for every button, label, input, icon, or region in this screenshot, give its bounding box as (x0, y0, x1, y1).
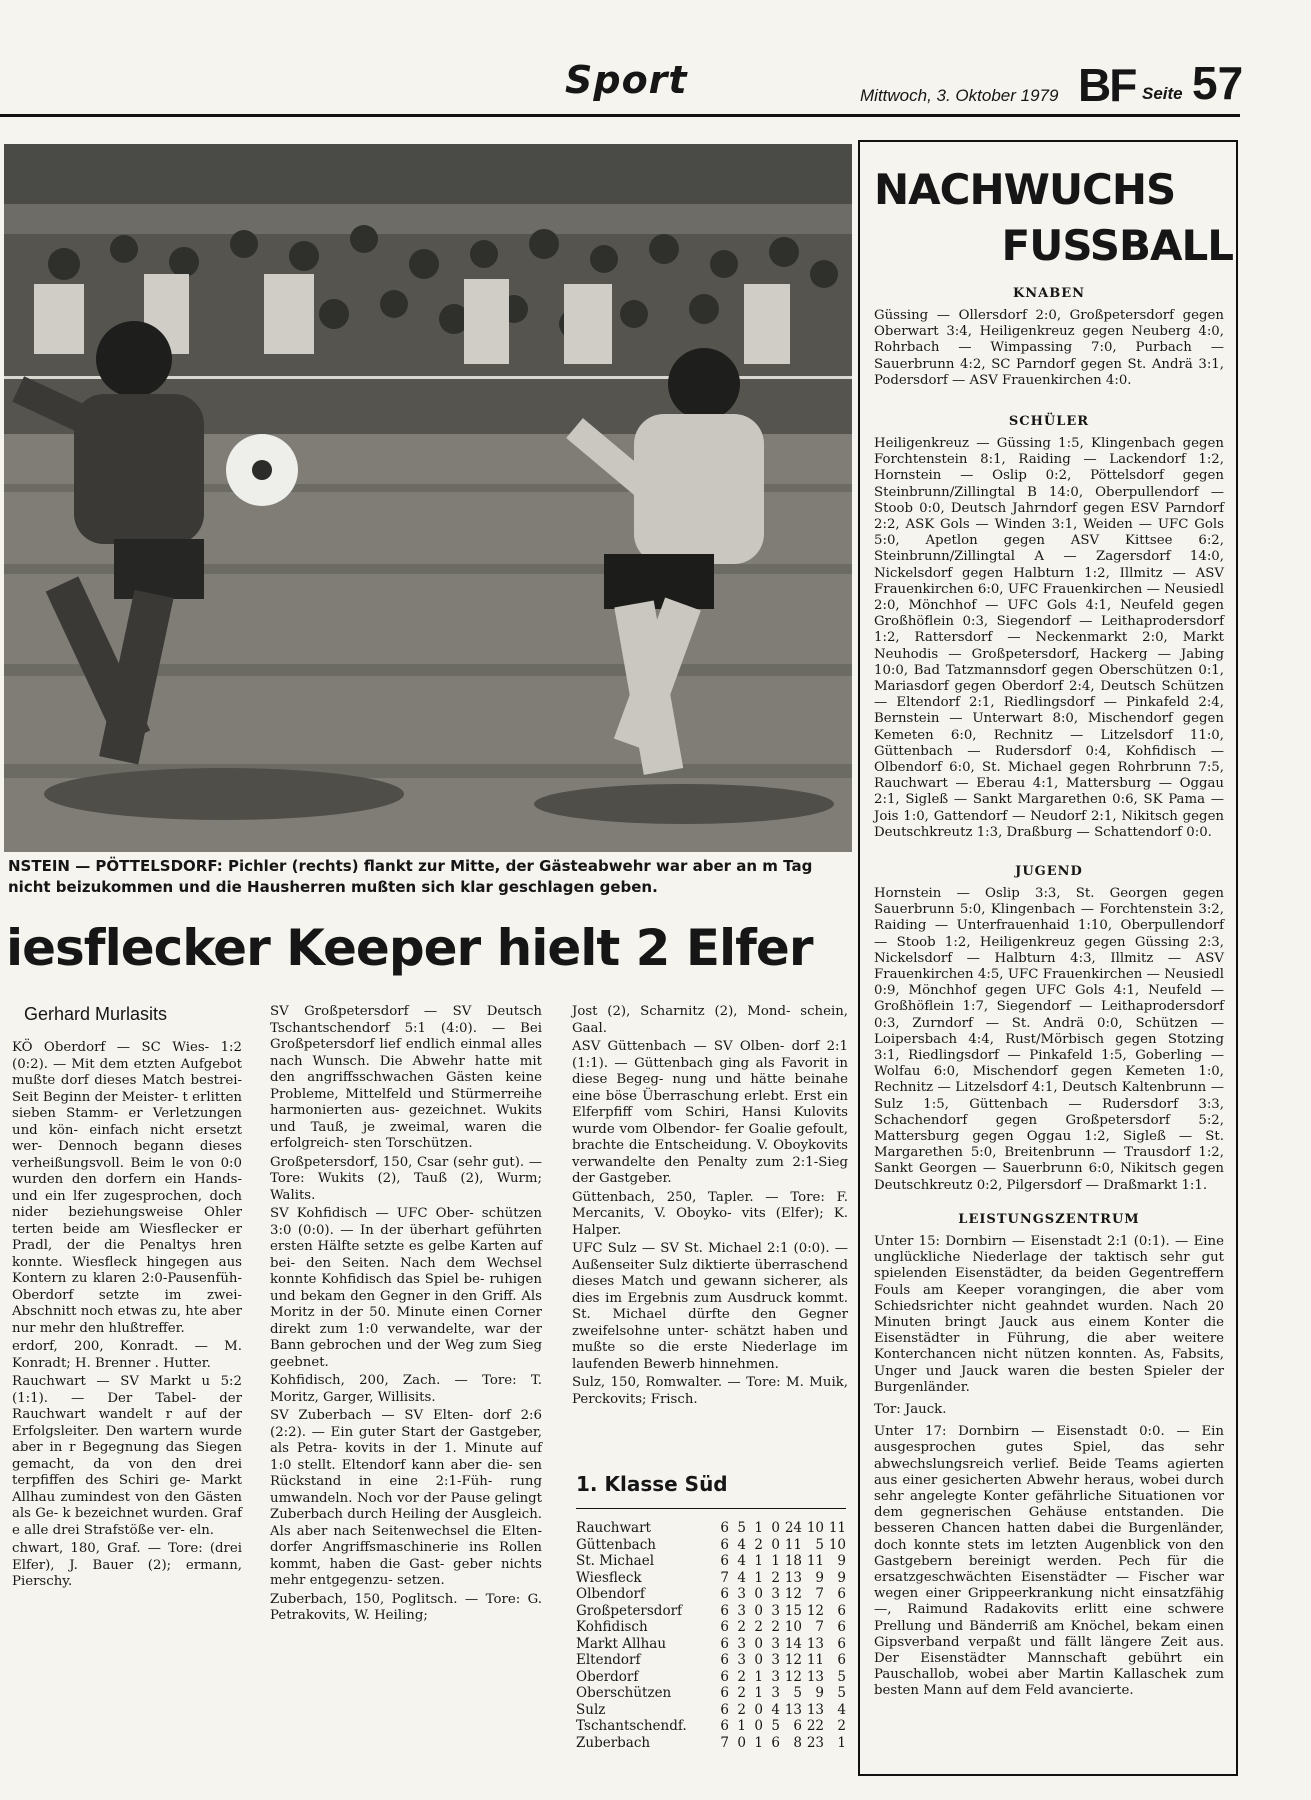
stat-cell: 6 (837, 1619, 846, 1635)
standings-rule (576, 1508, 846, 1509)
stat-cell: 11 (806, 1652, 824, 1668)
table-row (576, 1735, 846, 1752)
stat-cell: 0 (771, 1520, 780, 1536)
stat-cell: 6 (720, 1635, 729, 1652)
photo-illustration (4, 144, 852, 852)
stat-cell: 1 (754, 1668, 763, 1685)
team-name: Zuberbach (576, 1734, 651, 1751)
stat-cell: 7 (720, 1569, 729, 1586)
stat-cell: 0 (754, 1701, 763, 1718)
stat-cell: 5 (737, 1520, 746, 1536)
team-name: Markt Allhau (576, 1635, 667, 1652)
stat-cell: 3 (771, 1635, 780, 1652)
stat-cell: 1 (837, 1734, 846, 1751)
stat-cell: 7 (720, 1734, 729, 1751)
stat-cell: 6 (837, 1652, 846, 1668)
stat-cell: 0 (754, 1602, 763, 1619)
stat-cell: 2 (737, 1668, 746, 1685)
stat-cell: 11 (784, 1536, 802, 1553)
jugend-results: Hornstein — Oslip 3:3, St. Georgen gegen Sauerbrunn 5:0, Klingenbach — Forchtenstein 3:2, Raiding — Unterfrauenhaid 1:10, Oberpullendorf — Stoob 1:2, Heiligenkreuz gegen Güssing 2:3, Nickelsdorf — Halbturn 4:3, Illmitz — ASV Frauenkirchen 4:5, UFC Frauenkirchen — Neusiedl 0:9, Mönchhof gegen UFC Gols 4:1, Neufeld — Großhöflein 1:7, Siegendorf — Leithaprodersdorf 0:3, Zurndorf — St. Andrä 0:0, Schützen — Loipersbach 4:4, Rust/Mörbisch gegen Stotzing 3:1, Riedlingsdorf — Pinkafeld 1:5, Goberling — Wolfau 6:0, Mischendorf gegen Kemeten 1:0, Rechnitz — Litzelsdorf 4:1, Deutsch Kaltenbrunn — Sulz 1:5, Güttenbach — Rudersdorf 3:3, Schachendorf gegen Großpetersdorf 5:2, Mattersburg gegen Oggau 1:2, Sigleß — St. Margarethen 5:0, Breitenbrunn — Trausdorf 1:2, Sankt Georgen — Sauerbrunn 6:0, Nikitsch gegen Deutschkreutz 0:2, Pilgersdorf — Draßmarkt 1:1. (874, 886, 1224, 1193)
team-name: Oberschützen (576, 1685, 672, 1701)
table-row (576, 1537, 846, 1554)
issue-date: Mittwoch, 3. Oktober 1979 (860, 86, 1059, 105)
schueler-results: Heiligenkreuz — Güssing 1:5, Klingenbach gegen Forchtenstein 8:1, Raiding — Lackendorf 1:2, Hornstein — Oslip 0:2, Pöttelsdorf gegen Steinbrunn/Zillingtal B 14:0, Oberpullendorf — Stoob 0:0, Deutsch Jahrndorf gegen ESV Parndorf 2:2, ASK Gols — Winden 3:1, Weiden — UFC Gols 5:0, Apetlon gegen ASV Kittsee 6:2, Steinbrunn/Zillingtal A — Zagersdorf 14:0, Nickelsdorf gegen Halbturn 1:2, Illmitz — ASV Frauenkirchen 6:0, UFC Frauenkirchen — Neusiedl 2:0, Mönchhof — UFC Gols 4:1, Neufeld gegen Großhöflein 0:3, Siegendorf — Leithaprodersdorf 1:2, Rattersdorf — Neckenmarkt 2:0, Markt Neuhodis — Großpetersdorf, Hackerg — Jabing 10:0, Bad Tatzmannsdorf gegen Oberschützen 0:1, Mariasdorf gegen Oberdorf 2:4, Deutsch Schützen — Eltendorf 2:1, Riedlingsdorf — Pinkafeld 2:4, Bernstein — Unterwart 8:0, Mischendorf gegen Kemeten 6:0, Rechnitz — Litzelsdorf 11:0, Güttenbach — Rudersdorf 0:4, Kohfidisch — Olbendorf 6:0, St. Michael gegen Rohrbrunn 7:5, Rauchwart — Eberau 4:1, Mattersburg — Oggau 2:1, Sigleß — Sankt Margarethen 0:6, SK Pama — Jois 1:0, Gattendorf — Neudorf 2:1, Nikitsch gegen Deutschkreutz 1:3, Draßburg — Schattendorf 0:0. (874, 436, 1224, 840)
stat-cell: 6 (720, 1602, 729, 1619)
stat-cell: 18 (784, 1553, 802, 1569)
paragraph: SV Kohfidisch — UFC Ober- schützen 3:0 (0:0). — In der überhart geführten ersten Hälfte setzte es gelbe Karten auf bei- den Seiten. Nach dem Wechsel konnte Kohfidisch das Spiel be- ruhigen und bekam den Gegner in den Griff. Als Moritz in der 50. Minute einen Corner direkt zum 1:0 verwandelte, war der Bann gebrochen und der Weg zum Sieg geebnet. (270, 1206, 542, 1370)
stat-cell: 2 (754, 1536, 763, 1553)
stat-cell: 1 (771, 1553, 780, 1569)
stat-cell: 1 (754, 1569, 763, 1586)
stat-cell: 4 (737, 1536, 746, 1553)
stat-cell: 3 (771, 1586, 780, 1602)
table-row (576, 1553, 846, 1570)
table-row (576, 1586, 846, 1603)
stat-cell: 2 (754, 1619, 763, 1635)
stat-cell: 6 (771, 1734, 780, 1751)
stat-cell: 3 (737, 1652, 746, 1668)
nachwuchs-title-line1: NACHWUCHS (874, 165, 1176, 214)
team-name: Kohfidisch (576, 1619, 648, 1635)
paragraph: Jost (2), Scharnitz (2), Mond- schein, Gaal. (572, 1004, 848, 1036)
stat-cell: 4 (737, 1569, 746, 1586)
stat-cell: 3 (771, 1668, 780, 1685)
paragraph: KÖ Oberdorf — SC Wies- 1:2 (0:2). — Mit dem etzten Aufgebot mußte dorf dieses Match bestrei- Seit Beginn der Meister- t erlitten sieben Stamm- er Verletzungen und kön- einfach nicht ersetzt wer- Dennoch begann dieses verheißungsvoll. Beim le von 0:0 wurden den dorfern ein Hands- und ein lfer zugesprochen, doch nider beziehungsweise Ohler terten beide am Wiesflecker er Pradl, der die Penaltys hren konnte. Wiesfleck hingegen aus Kontern zu klaren 2:0-Pausenfüh- Oberdorf setzte im zwei- Abschnitt noch etwas zu, hte aber nur mehr den hlußtreffer. (12, 1040, 242, 1336)
stat-cell: 13 (784, 1569, 802, 1586)
table-row (576, 1702, 846, 1719)
article-column-3 (572, 1004, 848, 1410)
stat-cell: 6 (720, 1619, 729, 1635)
stat-cell: 6 (720, 1685, 729, 1701)
stat-cell: 6 (837, 1602, 846, 1619)
stat-cell: 4 (771, 1701, 780, 1718)
newspaper-logo: BF (1078, 59, 1136, 111)
stat-cell: 12 (784, 1586, 802, 1602)
stat-cell: 2 (737, 1701, 746, 1718)
paragraph: Kohfidisch, 200, Zach. — Tore: T. Moritz, Garger, Willisits. (270, 1373, 542, 1405)
page-number: 57 (1192, 57, 1244, 109)
stat-cell: 0 (754, 1586, 763, 1602)
standings-title: 1. Klasse Süd (576, 1472, 728, 1496)
paragraph: ASV Güttenbach — SV Olben- dorf 2:1 (1:1). — Güttenbach ging als Favorit in diese Begeg- nung und hätte beinahe eine böse Überraschung erlebt. Erst ein Elferpfiff vom Schiri, Hansi Kulovits wurde vom Olbendor- fer Goalie gefoult, brachte die Entscheidung. V. Oboykovits verwandelte den Penalty zum 2:1-Sieg der Gastgeber. (572, 1039, 848, 1186)
article-headline: iesflecker Keeper hielt 2 Elfer (6, 919, 813, 977)
stat-cell: 6 (720, 1652, 729, 1668)
photo-caption: NSTEIN — PÖTTELSDORF: Pichler (rechts) flankt zur Mitte, der Gästeabwehr war aber an m Tag nicht beizukommen und die Hausherren mußten sich klar geschlagen geben. (8, 857, 813, 896)
paragraph: Rauchwart — SV Markt u 5:2 (1:1). — Der Tabel- der Rauchwart wandelt r auf der Erfolgsleiter. Den wartern wurde aber in r Begegnung das Siegen gemacht, da von den drei terpfiffen des Schiri ge- Markt Allhau zumindest von den Gästen als Ge- k bezeichnet wurden. Graf e alle drei Strafstöße ver- eln. (12, 1374, 242, 1538)
paragraph: Güttenbach, 250, Tapler. — Tore: F. Mercanits, V. Oboyko- vits (Elfer); K. Halper. (572, 1189, 848, 1238)
stat-cell: 1 (754, 1734, 763, 1751)
stat-cell: 3 (737, 1586, 746, 1602)
stat-cell: 9 (815, 1685, 824, 1701)
stat-cell: 2 (737, 1619, 746, 1635)
stat-cell: 24 (784, 1520, 802, 1536)
paragraph: UFC Sulz — SV St. Michael 2:1 (0:0). — Außenseiter Sulz diktierte überraschend dieses Match und gewann sicherer, als dies im Ergebnis zum Ausdruck kommt. St. Michael dürfte den Gegner zweifelsohne unter- schätzt haben und mußte so die erste Niederlage im laufenden Bewerb hinnehmen. (572, 1241, 848, 1372)
stat-cell: 0 (737, 1734, 746, 1751)
stat-cell: 22 (806, 1718, 824, 1734)
stat-cell: 3 (771, 1602, 780, 1619)
table-row (576, 1718, 846, 1735)
stat-cell: 6 (720, 1668, 729, 1685)
team-name: Eltendorf (576, 1652, 641, 1668)
stat-cell: 9 (815, 1569, 824, 1586)
stat-cell: 10 (806, 1520, 824, 1536)
stat-cell: 1 (754, 1520, 763, 1536)
stat-cell: 9 (837, 1553, 846, 1569)
stat-cell: 3 (771, 1652, 780, 1668)
stat-cell: 9 (837, 1569, 846, 1586)
header-rule (0, 114, 1240, 117)
article-column-2 (270, 1004, 542, 1627)
knaben-results: Güssing — Ollersdorf 2:0, Großpetersdorf gegen Oberwart 3:4, Heiligenkreuz gegen Neuberg 4:0, Rohrbach — Wimpassing 7:0, Purbach — Sauerbrunn 4:2, SC Parndorf gegen St. Andrä 3:1, Podersdorf — ASV Frauenkirchen 4:0. (874, 308, 1224, 388)
standings-table (576, 1520, 846, 1751)
stat-cell: 7 (815, 1586, 824, 1602)
article-column-1 (12, 1040, 242, 1593)
paragraph: chwart, 180, Graf. — Tore: (drei Elfer), J. Bauer (2); ermann, Pierschy. (12, 1541, 242, 1589)
paragraph: erdorf, 200, Konradt. — M. Konradt; H. Brenner . Hutter. (12, 1339, 242, 1371)
stat-cell: 13 (806, 1668, 824, 1685)
stat-cell: 5 (793, 1685, 802, 1701)
paragraph: SV Zuberbach — SV Elten- dorf 2:6 (2:2). — Ein guter Start der Gastgeber, als Petra- kovits in der 1. Minute auf 1:0 stellt. Eltendorf kann aber die- sen Rückstand in eine 2:1-Füh- rung umwandeln. Noch vor der Pause gelingt Zuberbach durch Heiling der Ausgleich. Als aber nach Seitenwechsel die Elten- dorfer Angriffsmaschinerie ins Rollen kommt, haben die Gast- geber nichts mehr entgegenzu- setzen. (270, 1408, 542, 1588)
stat-cell: 5 (771, 1718, 780, 1734)
stat-cell: 6 (720, 1536, 729, 1553)
stat-cell: 1 (754, 1685, 763, 1701)
stat-cell: 11 (806, 1553, 824, 1569)
stat-cell: 2 (771, 1569, 780, 1586)
nachwuchs-title-line2: FUSSBALL (1001, 221, 1233, 270)
stat-cell: 0 (754, 1635, 763, 1652)
stat-cell: 23 (806, 1734, 824, 1751)
stat-cell: 6 (720, 1718, 729, 1734)
table-row (576, 1685, 846, 1702)
stat-cell: 10 (828, 1536, 846, 1553)
stat-cell: 2 (837, 1718, 846, 1734)
stat-cell: 4 (737, 1553, 746, 1569)
knaben-heading: KNABEN (1012, 286, 1086, 301)
table-row (576, 1652, 846, 1669)
stat-cell: 0 (754, 1718, 763, 1734)
stat-cell: 6 (837, 1586, 846, 1602)
stat-cell: 6 (720, 1553, 729, 1569)
stat-cell: 3 (771, 1685, 780, 1701)
stat-cell: 12 (784, 1668, 802, 1685)
paragraph: Zuberbach, 150, Poglitsch. — Tore: G. Petrakovits, W. Heiling; (270, 1591, 542, 1623)
leistungszentrum-text (874, 1234, 1224, 1706)
stat-cell: 0 (754, 1652, 763, 1668)
stat-cell: 6 (720, 1520, 729, 1536)
stat-cell: 3 (737, 1635, 746, 1652)
section-title: Sport (565, 58, 688, 102)
stat-cell: 5 (837, 1668, 846, 1685)
stat-cell: 15 (784, 1602, 802, 1619)
table-row (576, 1669, 846, 1686)
team-name: Oberdorf (576, 1668, 639, 1685)
table-row (576, 1570, 846, 1587)
table-row (576, 1619, 846, 1636)
stat-cell: 6 (720, 1586, 729, 1602)
team-name: St. Michael (576, 1553, 655, 1569)
stat-cell: 6 (793, 1718, 802, 1734)
match-photo (4, 144, 852, 852)
team-name: Güttenbach (576, 1536, 656, 1553)
stat-cell: 1 (754, 1553, 763, 1569)
stat-cell: 5 (815, 1536, 824, 1553)
team-name: Wiesfleck (576, 1569, 642, 1586)
team-name: Rauchwart (576, 1520, 651, 1536)
stat-cell: 2 (771, 1619, 780, 1635)
page-label: Seite (1142, 84, 1183, 103)
stat-cell: 2 (737, 1685, 746, 1701)
paragraph: Unter 15: Dornbirn — Eisenstadt 2:1 (0:1). — Eine unglückliche Niederlage der taktisch sehr gut spielenden Eisenstädter, da beiden Gegentreffern Fouls am Keeper vorangingen, die aber vom Schiedsrichter nicht geahndet wurden. Nach 20 Minuten bringt Jauck aus einem Konter die Eisenstädter in Führung, die aber weitere Konterchancen nicht nützen konnten. As, Fabsits, Unger und Jauck waren die besten Spieler der Burgenländer. (874, 1234, 1224, 1395)
stat-cell: 4 (837, 1701, 846, 1718)
paragraph: Sulz, 150, Romwalter. — Tore: M. Muik, Perckovits; Frisch. (572, 1375, 848, 1407)
paragraph: Großpetersdorf, 150, Csar (sehr gut). — Tore: Wukits (2), Tauß (2), Wurm; Walits. (270, 1154, 542, 1203)
stat-cell: 12 (784, 1652, 802, 1668)
schueler-heading: SCHÜLER (1008, 414, 1090, 429)
stat-cell: 12 (806, 1602, 824, 1619)
team-name: Olbendorf (576, 1586, 645, 1602)
stat-cell: 6 (837, 1635, 846, 1652)
stat-cell: 8 (793, 1734, 802, 1751)
table-row (576, 1603, 846, 1620)
team-name: Großpetersdorf (576, 1602, 683, 1619)
team-name: Tschantschendf. (576, 1718, 687, 1734)
table-row (576, 1520, 846, 1537)
stat-cell: 13 (806, 1635, 824, 1652)
paragraph: Unter 17: Dornbirn — Eisenstadt 0:0. — Ein ausgesprochen gutes Spiel, das sehr abwechslungsreich verlief. Beide Teams agierten aus einer gesicherten Abwehr heraus, wobei durch sehr angelegte Konter gefährliche Situationen vor dem gegnerischen Gehäuse entstanden. Die besseren Chancen hatten dabei die Burgenländer, doch konnte stets im letzten Augenblick von den Gastgebern bereinigt werden. Pech für die ersatzgeschwächten Eisenstädter — Fischer war wegen einer Grippeerkrankung nicht einsatzfähig —, Raimund Radakovits erlitt eine schwere Prellung und Bänderriß am Knöchel, bekam einen Gipsverband verpaßt und fällt längere Zeit aus. Der Eisenstädter Mannschaft gebührt ein Pauschallob, wobei aber Martin Kallaschek zum besten Mann auf dem Feld avancierte. (874, 1424, 1224, 1699)
stat-cell: 11 (828, 1520, 846, 1536)
stat-cell: 5 (837, 1685, 846, 1701)
table-row (576, 1636, 846, 1653)
jugend-heading: JUGEND (1015, 864, 1083, 879)
team-name: Sulz (576, 1701, 606, 1718)
stat-cell: 14 (784, 1635, 802, 1652)
paragraph: Tor: Jauck. (874, 1402, 947, 1418)
stat-cell: 1 (737, 1718, 746, 1734)
paragraph: SV Großpetersdorf — SV Deutsch Tschantschendorf 5:1 (4:0). — Bei Großpetersdorf lief endlich einmal alles nach Wunsch. Die Abwehr hatte mit den angriffsschwachen Gästen keine Probleme, Mittelfeld und Stürmerreihe harmonierten aus- gezeichnet. Wukits und Tauß, je zweimal, waren die erfolgreich- sten Torschützen. (270, 1004, 542, 1151)
stat-cell: 6 (720, 1701, 729, 1718)
stat-cell: 0 (771, 1536, 780, 1553)
article-author: Gerhard Murlasits (24, 1004, 168, 1024)
stat-cell: 13 (784, 1701, 802, 1718)
stat-cell: 13 (806, 1701, 824, 1718)
leistungszentrum-heading: LEISTUNGSZENTRUM (958, 1212, 1140, 1227)
stat-cell: 3 (737, 1602, 746, 1619)
stat-cell: 7 (815, 1619, 824, 1635)
stat-cell: 10 (784, 1619, 802, 1635)
